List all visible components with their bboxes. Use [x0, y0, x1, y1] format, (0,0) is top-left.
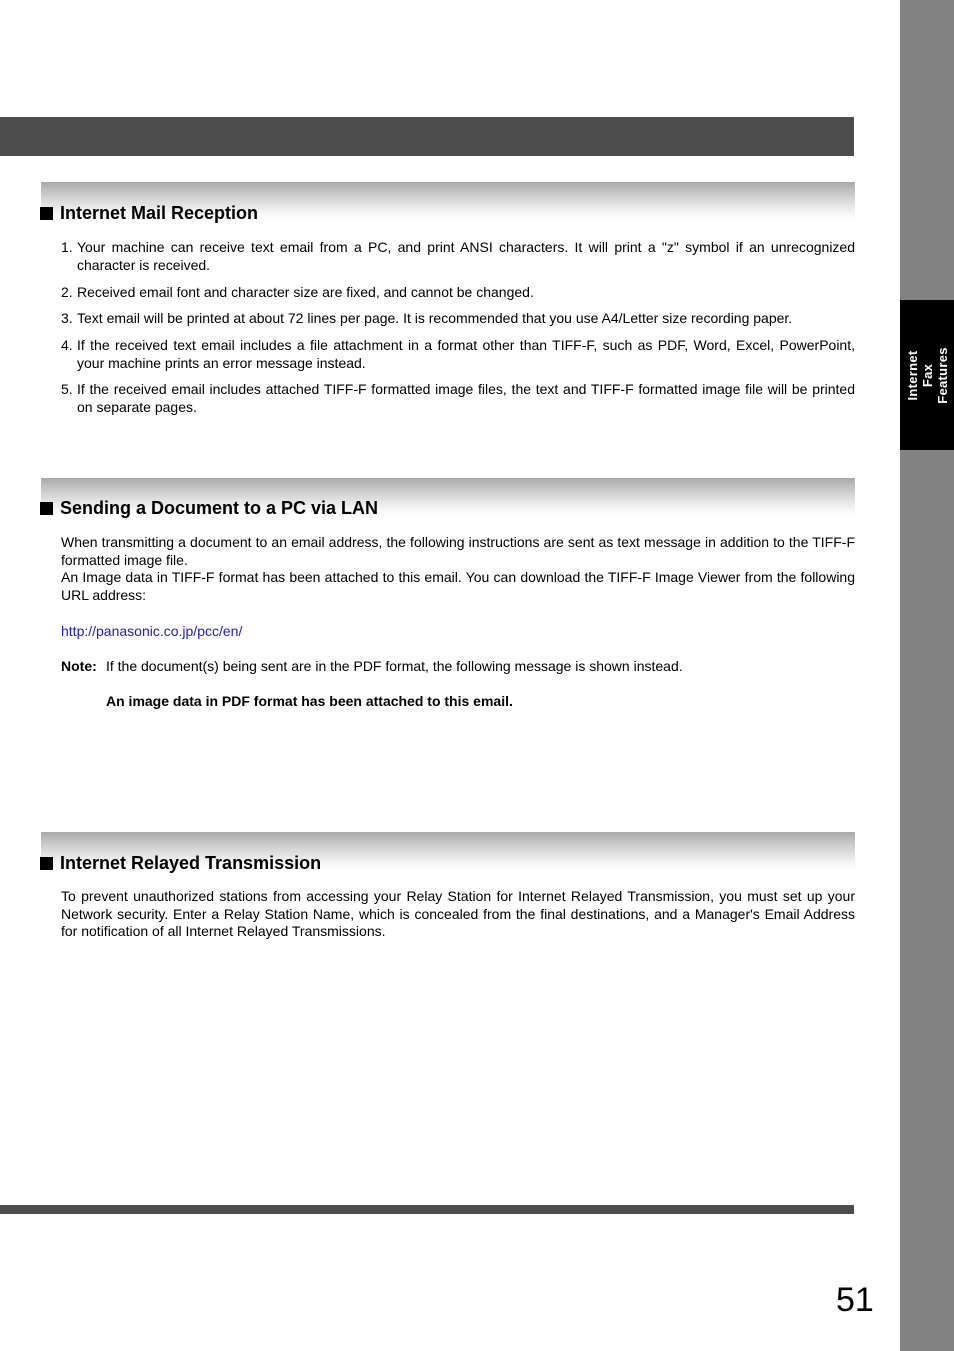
item-number: 3. — [61, 310, 73, 326]
url-link[interactable]: http://panasonic.co.jp/pcc/en/ — [61, 623, 243, 639]
section-intro: When transmitting a document to an email address, the following instructions are sent as text message in addition to the TIFF-F formatted image file. — [61, 534, 855, 568]
note-label: Note: — [61, 658, 97, 674]
item-number: 4. — [61, 336, 73, 353]
section-heading-internet-relayed-transmission — [40, 853, 321, 873]
square-bullet-icon — [40, 502, 53, 515]
square-bullet-icon — [40, 857, 53, 870]
page-number: 51 — [836, 1281, 874, 1319]
note-text: If the document(s) being sent are in the PDF format, the following message is shown instead. — [106, 658, 683, 674]
item-text: Your machine can receive text email from a PC, and print ANSI characters. It will print a "z" symbol if an unrecognized character is received. — [77, 239, 855, 273]
section-body: To prevent unauthorized stations from accessing your Relay Station for Internet Relayed Transmission, you must set up your Network security. Enter a Relay Station Name, which is concealed from the final destinations, and a Manager's Email Address for notification of all Internet Relayed Transmissions. — [61, 888, 855, 939]
section-heading-sending-document — [40, 498, 378, 518]
section-title: Sending a Document to a PC via LAN — [60, 498, 379, 518]
section-title: Internet Relayed Transmission — [60, 853, 322, 873]
note — [61, 657, 683, 675]
chapter-tab[interactable] — [900, 300, 954, 450]
item-text: If the received email includes attached TIFF-F formatted image files, the text and TIFF-F formatted image file will be printed on separate pages. — [77, 381, 855, 415]
section-heading-internet-mail-reception — [40, 203, 258, 223]
header-bar — [0, 117, 854, 156]
list-item — [61, 283, 855, 301]
footer-bar — [0, 1205, 854, 1214]
list-item — [61, 336, 855, 372]
item-text: If the received text email includes a file attachment in a format other than TIFF-F, such as PDF, Word, Excel, PowerPoint, your machine prints an error message instead. — [77, 336, 855, 371]
list-item — [61, 238, 855, 274]
item-number: 5. — [61, 381, 73, 397]
side-strip — [900, 0, 954, 1351]
reception-list — [61, 238, 855, 425]
item-number: 2. — [61, 283, 73, 300]
square-bullet-icon — [40, 207, 53, 220]
chapter-tab-label: Internet Fax Features — [904, 346, 950, 404]
item-text: Text email will be printed at about 72 lines per page. It is recommended that you use A4/Letter size recording paper. — [77, 310, 793, 326]
list-item — [61, 380, 855, 416]
note-message: An image data in PDF format has been attached to this email. — [106, 693, 513, 709]
section-title: Internet Mail Reception — [60, 203, 259, 223]
section-intro-2: An Image data in TIFF-F format has been attached to this email. You can download the TIFF-F Image Viewer from the following URL address: — [61, 569, 855, 603]
list-item — [61, 309, 855, 327]
item-number: 1. — [61, 239, 73, 255]
item-text: Received email font and character size are fixed, and cannot be changed. — [77, 283, 534, 300]
